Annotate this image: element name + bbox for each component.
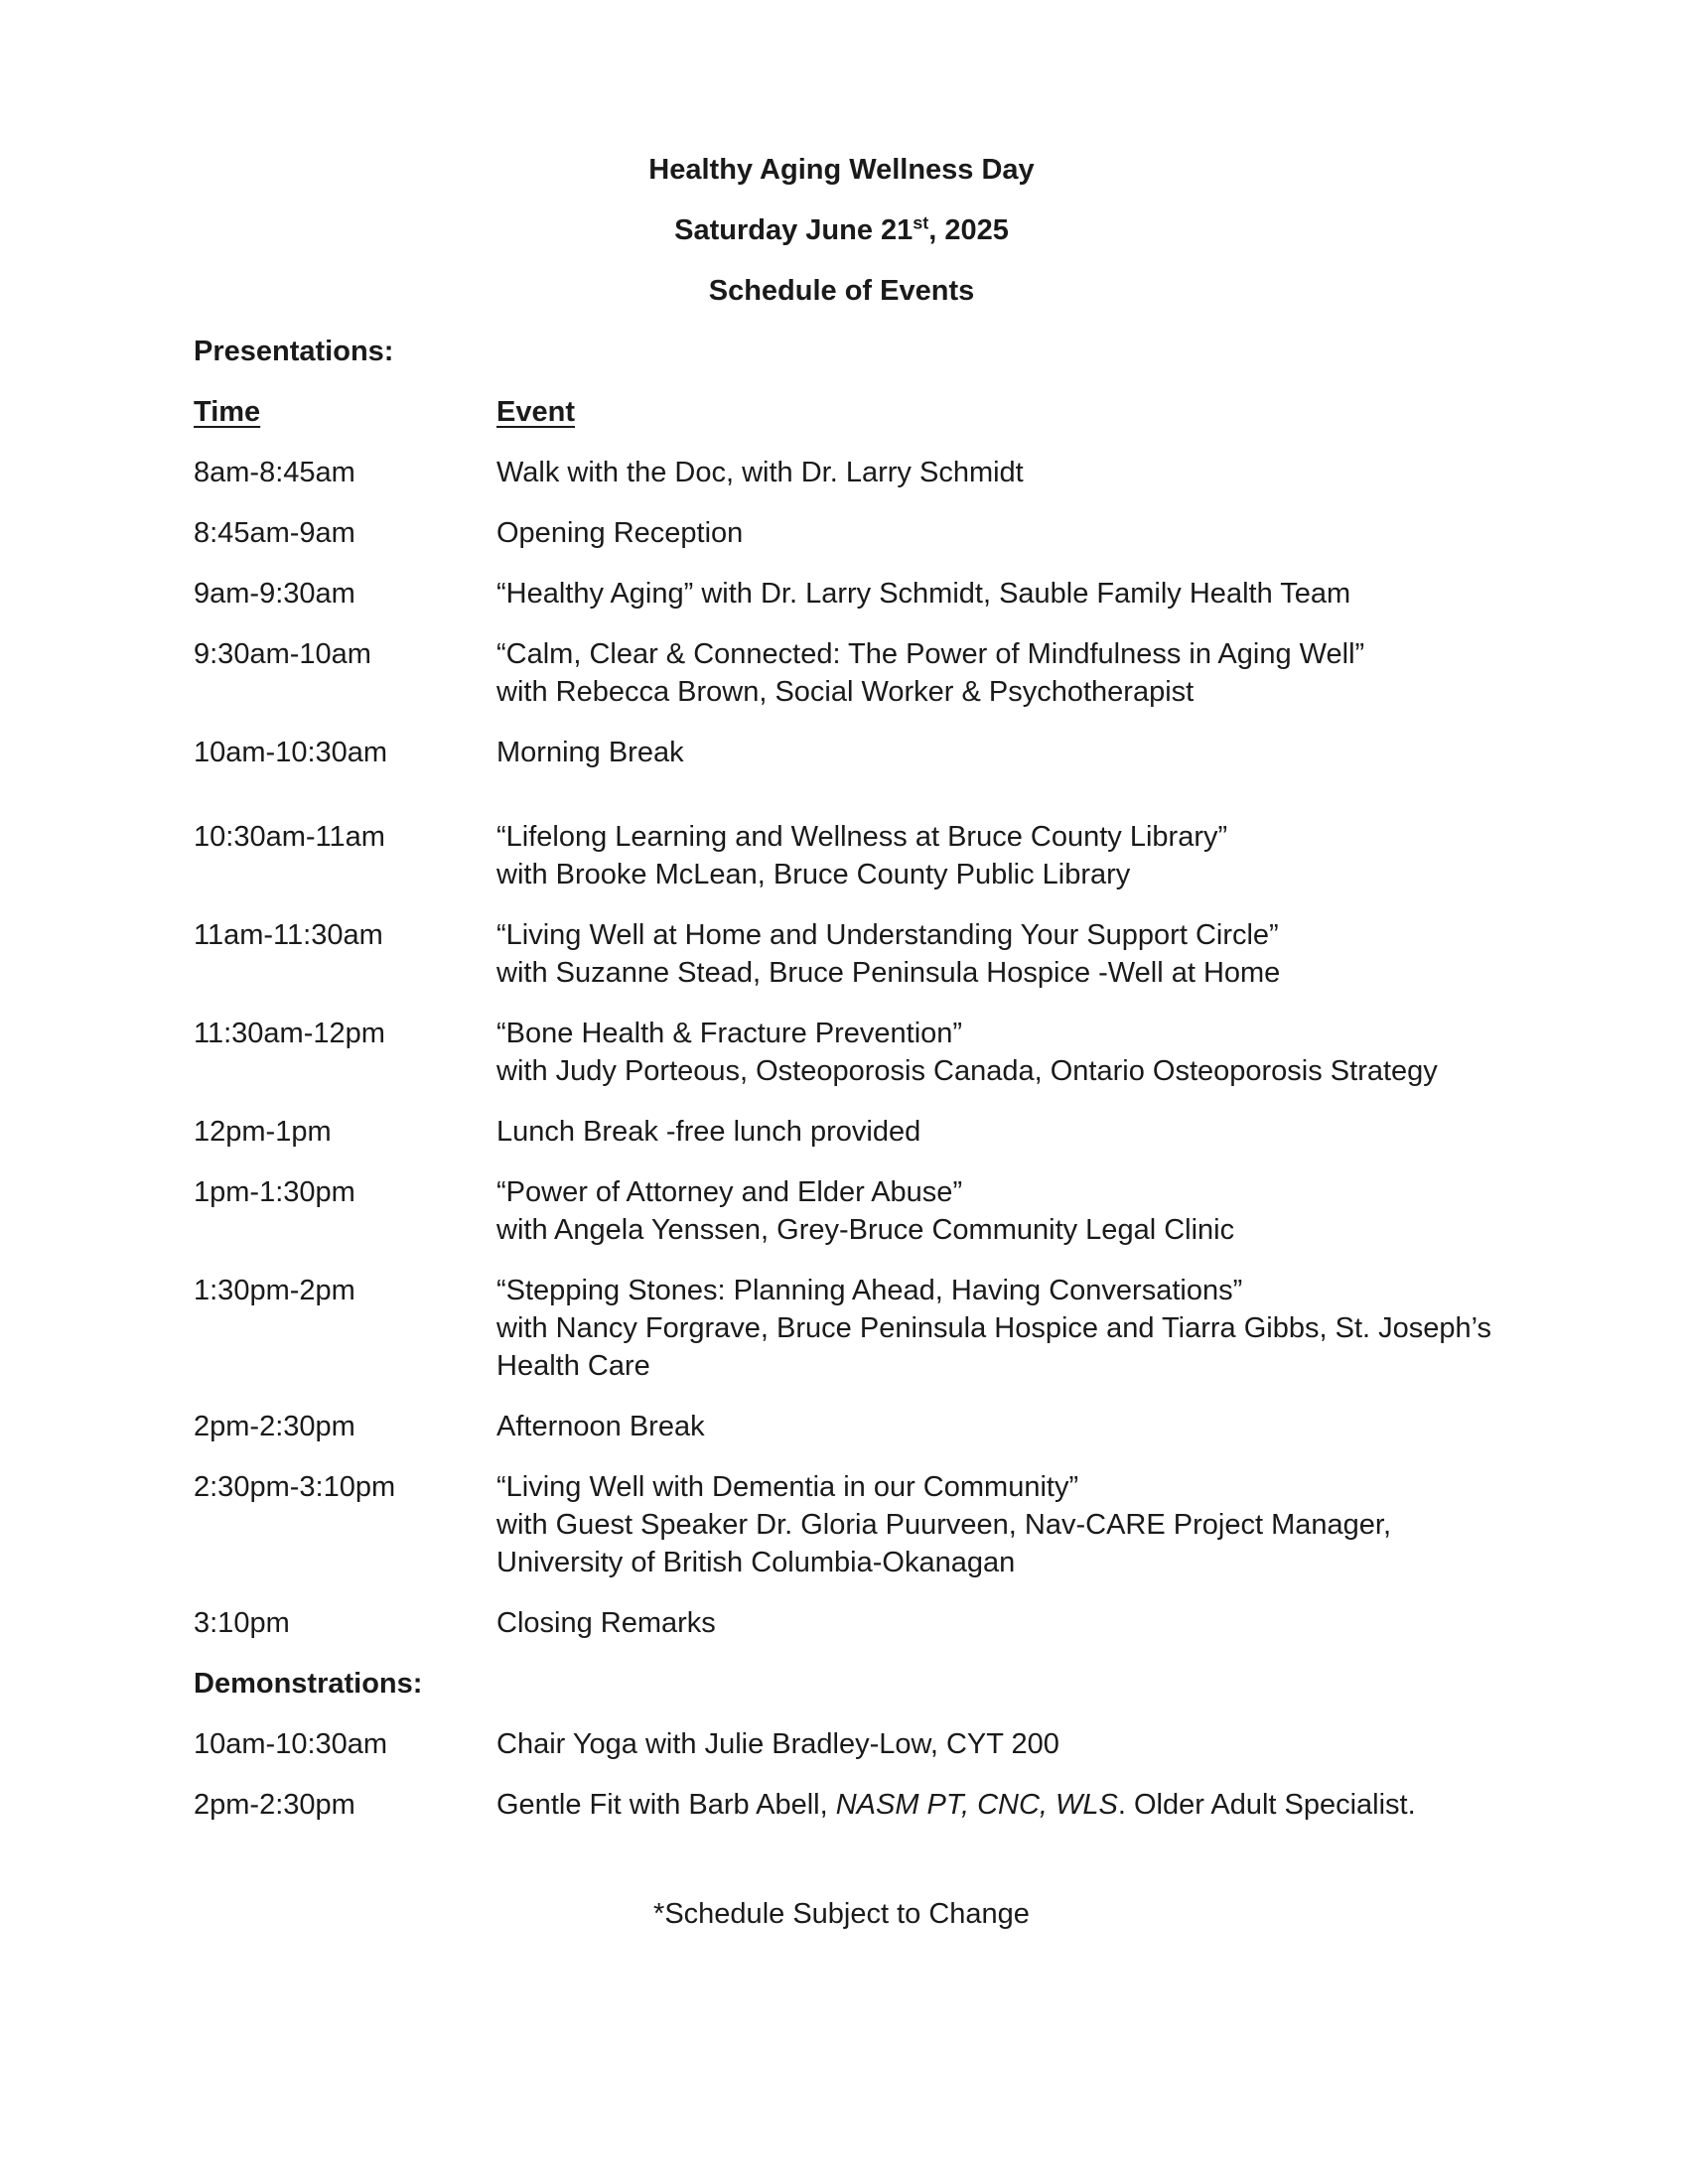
demonstrations-rows xyxy=(194,1725,1489,1824)
schedule-row xyxy=(194,916,1489,992)
event-description-line: “Living Well at Home and Understanding Your Support Circle” xyxy=(496,919,1279,951)
event-description-line: “Lifelong Learning and Wellness at Bruce County Library” xyxy=(496,821,1228,853)
event-description-line: with Judy Porteous, Osteoporosis Canada, Ontario Osteoporosis Strategy xyxy=(496,1055,1438,1087)
presentations-rows xyxy=(194,454,1492,1642)
schedule-row xyxy=(194,1604,1489,1642)
schedule-row xyxy=(194,454,1489,491)
event-time: 10am-10:30am xyxy=(194,1728,388,1760)
event-description xyxy=(496,1408,1489,1445)
event-description-line: Morning Break xyxy=(496,737,684,768)
time-column-header: Time xyxy=(194,396,261,428)
event-description-line: Opening Reception xyxy=(496,517,744,549)
event-description xyxy=(496,514,1489,552)
event-time: 8am-8:45am xyxy=(194,457,355,488)
schedule-row xyxy=(194,1113,1489,1151)
event-description-line: University of British Columbia-Okanagan xyxy=(496,1547,1016,1578)
event-time: 11am-11:30am xyxy=(194,919,383,951)
event-description-line: Chair Yoga with Julie Bradley-Low, CYT 200 xyxy=(496,1728,1059,1760)
schedule-row xyxy=(194,1725,1489,1763)
schedule-row xyxy=(194,1015,1489,1090)
event-time: 9:30am-10am xyxy=(194,638,371,670)
schedule-row xyxy=(194,635,1489,711)
document-title: Healthy Aging Wellness Day xyxy=(648,154,1035,186)
date-suffix: , 2025 xyxy=(928,214,1009,246)
event-description-line: Walk with the Doc, with Dr. Larry Schmidt xyxy=(496,457,1024,488)
event-description xyxy=(496,1272,1491,1385)
schedule-row xyxy=(194,1786,1489,1824)
event-description-line: “Living Well with Dementia in our Community” xyxy=(496,1471,1079,1503)
event-description xyxy=(496,1113,1489,1151)
event-time: 3:10pm xyxy=(194,1607,290,1639)
event-description-line: “Power of Attorney and Elder Abuse” xyxy=(496,1176,963,1208)
event-description-line: with Suzanne Stead, Bruce Peninsula Hospice -Well at Home xyxy=(496,957,1281,989)
event-time: 12pm-1pm xyxy=(194,1116,332,1148)
event-time: 10am-10:30am xyxy=(194,737,388,768)
column-header-row xyxy=(194,393,1489,431)
event-time: 8:45am-9am xyxy=(194,517,355,549)
event-time: 2:30pm-3:10pm xyxy=(194,1471,396,1503)
event-column-header: Event xyxy=(496,396,575,428)
event-time: 1:30pm-2pm xyxy=(194,1275,355,1306)
event-description-line: Health Care xyxy=(496,1350,650,1382)
schedule-disclaimer: *Schedule Subject to Change xyxy=(653,1898,1030,1930)
date-ordinal-superscript: st xyxy=(913,212,929,233)
event-description-line: with Guest Speaker Dr. Gloria Puurveen, Nav-CARE Project Manager, xyxy=(496,1509,1391,1541)
event-description-line: “Bone Health & Fracture Prevention” xyxy=(496,1018,963,1049)
schedule-row xyxy=(194,818,1489,893)
event-time: 9am-9:30am xyxy=(194,578,355,610)
event-description xyxy=(496,1015,1489,1090)
demonstrations-heading: Demonstrations: xyxy=(194,1668,423,1700)
event-description xyxy=(496,454,1489,491)
credentials-italic-text: NASM PT, CNC, WLS xyxy=(835,1789,1118,1821)
schedule-row xyxy=(194,1408,1489,1445)
event-description-line: “Stepping Stones: Planning Ahead, Having Conversations” xyxy=(496,1275,1243,1306)
event-description-line: Lunch Break -free lunch provided xyxy=(496,1116,921,1148)
schedule-row xyxy=(194,1468,1489,1581)
event-time: 2pm-2:30pm xyxy=(194,1789,355,1821)
schedule-row xyxy=(194,575,1489,613)
event-description xyxy=(496,1604,1489,1642)
event-description xyxy=(496,818,1489,893)
schedule-row xyxy=(194,734,1489,771)
event-description xyxy=(496,1725,1489,1763)
event-time: 1pm-1:30pm xyxy=(194,1176,355,1208)
event-description-line: Closing Remarks xyxy=(496,1607,716,1639)
event-description-line: with Angela Yenssen, Grey-Bruce Community Legal Clinic xyxy=(496,1214,1235,1246)
event-description xyxy=(496,916,1489,992)
event-description-line: “Healthy Aging” with Dr. Larry Schmidt, Sauble Family Health Team xyxy=(496,578,1351,610)
presentations-heading: Presentations: xyxy=(194,336,394,367)
event-description-line: “Calm, Clear & Connected: The Power of Mindfulness in Aging Well” xyxy=(496,638,1365,670)
event-time: 10:30am-11am xyxy=(194,821,385,853)
event-description xyxy=(496,1173,1489,1249)
schedule-row xyxy=(194,1173,1489,1249)
event-time: 11:30am-12pm xyxy=(194,1018,385,1049)
event-description xyxy=(496,575,1489,613)
event-description-line: Afternoon Break xyxy=(496,1411,705,1442)
event-description-line: with Rebecca Brown, Social Worker & Psychotherapist xyxy=(496,676,1195,708)
schedule-row xyxy=(194,514,1489,552)
event-description xyxy=(496,635,1489,711)
schedule-row xyxy=(194,1272,1492,1385)
event-description xyxy=(496,1468,1489,1581)
document-subtitle: Schedule of Events xyxy=(708,275,975,307)
event-description-line: with Brooke McLean, Bruce County Public Library xyxy=(496,859,1131,890)
event-description-line: Gentle Fit with Barb Abell, NASM PT, CNC, WLS. Older Adult Specialist. xyxy=(496,1789,1416,1821)
event-description xyxy=(496,1786,1489,1824)
event-time: 2pm-2:30pm xyxy=(194,1411,355,1442)
date-prefix: Saturday June 21 xyxy=(674,214,914,246)
document-date xyxy=(194,211,1489,249)
event-description xyxy=(496,734,1489,771)
event-description-line: with Nancy Forgrave, Bruce Peninsula Hospice and Tiarra Gibbs, St. Joseph’s xyxy=(496,1312,1492,1344)
